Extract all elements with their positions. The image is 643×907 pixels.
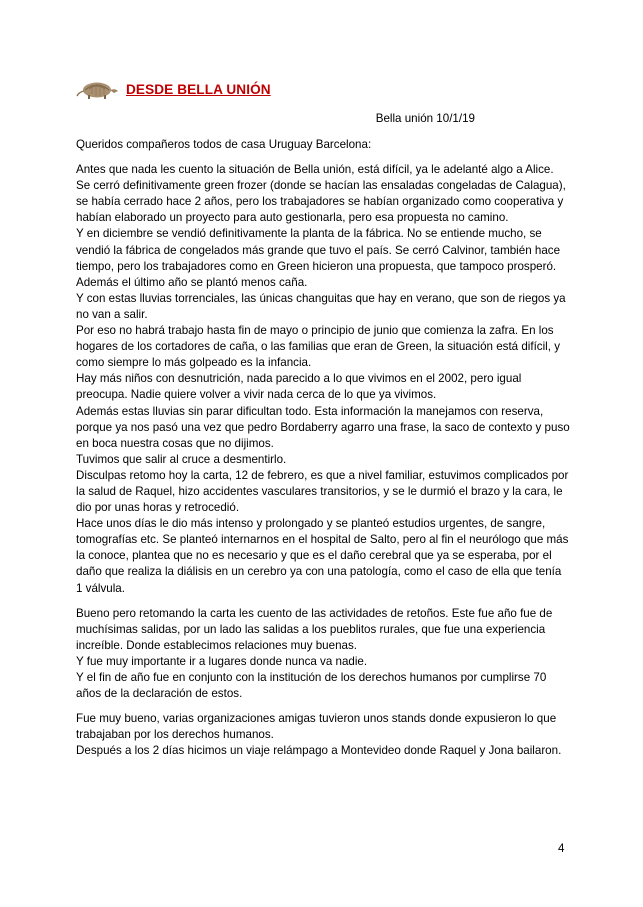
paragraph: Y fue muy importante ir a lugares donde nunca va nadie. — [76, 654, 368, 668]
paragraph: Disculpas retomo hoy la carta, 12 de febrero, es que a nivel familiar, estuvimos complicados por la salud de Raquel, hizo accidentes vasculares transitorios, y se le durmió el brazo y la cara, le dio por unas horas y retrocedió. — [76, 468, 569, 515]
armadillo-icon — [76, 78, 120, 100]
greeting: Queridos compañeros todos de casa Uruguay Barcelona: — [76, 138, 372, 151]
paragraph: Hace unos días le dio más intenso y prolongado y se planteó estudios urgentes, de sangre, tomografías etc. Se planteó internarnos en el hospital de Salto, pero al fin el neurólogo que más la conoce, plantea que no es necesario y que es el daño cerebral que ya se esperaba, por el daño que realiza la diálisis en un cerebro ya con una patología, como el caso de ella que tenía 1 válvula. — [76, 517, 569, 595]
letter-body — [76, 137, 570, 759]
paragraph: Además estas lluvias sin parar dificultan todo. Esta información la manejamos con reserva, porque ya nos pasó una vez que pedro Bordaberry agarro una frase, la saco de contexto y puso en boca nuestra cosas que no dijimos. — [76, 404, 570, 450]
paragraph: Fue muy bueno, varias organizaciones amigas tuvieron unos stands donde expusieron lo que trabajaban por los derechos humanos. — [76, 712, 557, 742]
letter-title: DESDE BELLA UNIÓN — [126, 81, 271, 97]
page-number: 4 — [558, 842, 565, 855]
paragraph: Bueno pero retomando la carta les cuento de las actividades de retoños. Este fue año fue de muchísimas salidas, por un lado las salidas a los pueblitos rurales, que fue una experiencia increíble. Donde establecimos relaciones muy buenas. — [76, 606, 553, 652]
paragraph: Tuvimos que salir al cruce a desmentirlo. — [76, 452, 287, 466]
paragraph: Después a los 2 días hicimos un viaje relámpago a Montevideo donde Raquel y Jona bailaron. — [76, 744, 562, 758]
paragraph: Y el fin de año fue en conjunto con la institución de los derechos humanos por cumplirse 70 años de la declaración de estos. — [76, 671, 547, 701]
paragraph: Antes que nada les cuento la situación de Bella unión, está difícil, ya le adelanté algo a Alice. Se cerró definitivamente green frozer (donde se hacían las ensaladas congeladas de Calagua), se había cerrado hace 2 años, pero los trabajadores se habían organizado como cooperativa y habían elaborado un proyecto para auto gestionarla, pero esa propuesta no camino. — [76, 163, 566, 225]
date-line: Bella unión 10/1/19 — [375, 112, 475, 125]
paragraph: Hay más niños con desnutrición, nada parecido a lo que vivimos en el 2002, pero igual preocupa. Nadie quiere volver a vivir nada cerca de lo que ya vivimos. — [76, 372, 522, 402]
letter-header — [76, 78, 271, 100]
paragraph: Por eso no habrá trabajo hasta fin de mayo o principio de junio que comienza la zafra. En los hogares de los cortadores de caña, o las familias que eran de Green, la situación está difícil, y como siempre lo más golpeado es la infancia. — [76, 324, 560, 370]
paragraph: Y con estas lluvias torrenciales, las únicas changuitas que hay en verano, que son de riegos ya no van a salir. — [76, 291, 566, 321]
paragraph: Y en diciembre se vendió definitivamente la planta de la fábrica. No se entiende mucho, se vendió la fábrica de congelados más grande que tuvo el país. Se cerró Calvinor, también hace tiempo, pero los trabajadores como en Green hicieron una propuesta, que tampoco prosperó. Además el último año se plantó menos caña. — [76, 227, 561, 289]
